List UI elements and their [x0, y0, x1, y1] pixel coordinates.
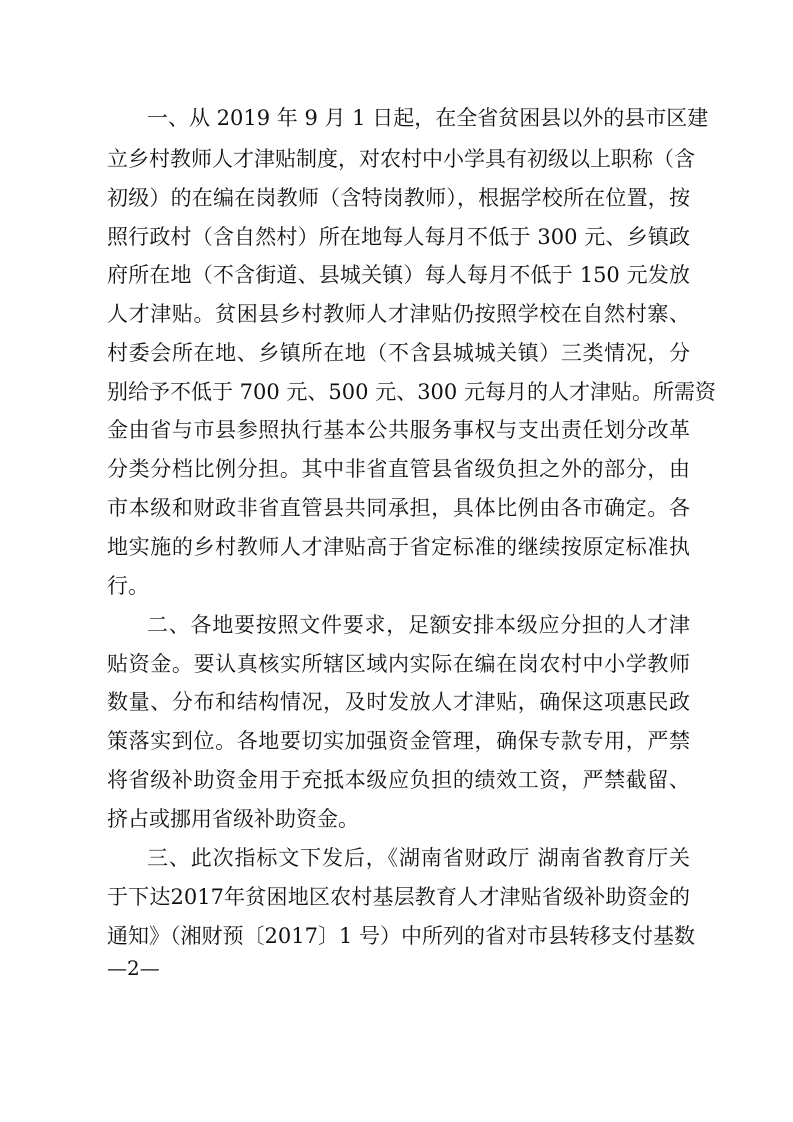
text-line: 照行政村（含自然村）所在地每人每月不低于 300 元、乡镇政: [107, 225, 690, 249]
text-line: 策落实到位。各地要切实加强资金管理，确保专款专用，严禁: [107, 729, 690, 753]
text-line: 一、从 2019 年 9 月 1 日起，在全省贫困县以外的县市区建: [147, 106, 709, 130]
text-line: 将省级补助资金用于充抵本级应负担的绩效工资，严禁截留、: [107, 768, 690, 792]
text-line: 人才津贴。贫困县乡村教师人才津贴仍按照学校在自然村寨、: [107, 302, 690, 326]
text-line: 于下达2017年贫困地区农村基层教育人才津贴省级补助资金的: [107, 885, 690, 909]
text-line: 挤占或挪用省级补助资金。: [107, 807, 359, 831]
text-line: 村委会所在地、乡镇所在地（不含县城城关镇）三类情况，分: [107, 341, 690, 365]
text-line: 数量、分布和结构情况，及时发放人才津贴，确保这项惠民政: [107, 690, 690, 714]
text-line: 三、此次指标文下发后，《湖南省财政厅 湖南省教育厅关: [147, 846, 690, 870]
text-line: 立乡村教师人才津贴制度，对农村中小学具有初级以上职称（含: [107, 147, 695, 171]
text-line: 金由省与市县参照执行基本公共服务事权与支出责任划分改革: [107, 418, 690, 442]
text-line: 别给予不低于 700 元、500 元、300 元每月的人才津贴。所需资: [107, 380, 716, 404]
text-line: 二、各地要按照文件要求，足额安排本级应分担的人才津: [147, 613, 690, 637]
text-line: 行。: [107, 574, 149, 598]
page-number: —2—: [107, 956, 160, 980]
text-line: 贴资金。要认真核实所辖区域内实际在编在岗农村中小学教师: [107, 652, 690, 676]
text-line: 地实施的乡村教师人才津贴高于省定标准的继续按原定标准执: [107, 535, 690, 559]
text-line: 市本级和财政非省直管县共同承担，具体比例由各市确定。各: [107, 496, 690, 520]
text-line: 初级）的在编在岗教师（含特岗教师），根据学校所在位置，按: [107, 186, 690, 210]
text-line: 通知》（湘财预〔2017〕1 号）中所列的省对市县转移支付基数: [107, 924, 695, 948]
text-line: 分类分档比例分担。其中非省直管县省级负担之外的部分，由: [107, 457, 690, 481]
text-line: 府所在地（不含街道、县城关镇）每人每月不低于 150 元发放: [107, 263, 690, 287]
